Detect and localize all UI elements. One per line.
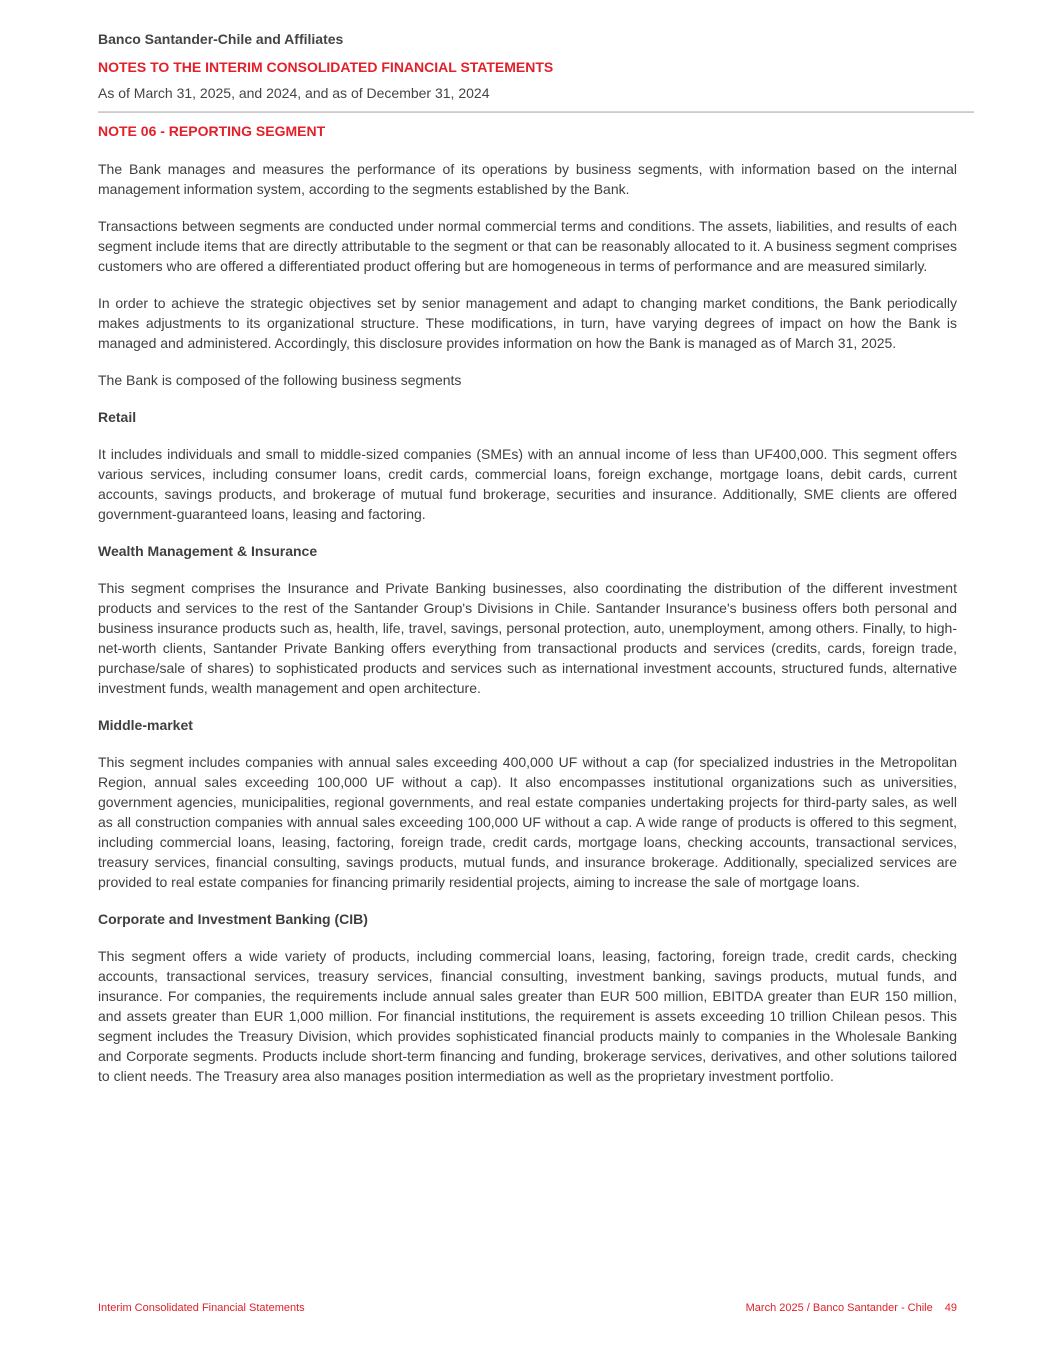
footer-right bbox=[746, 1302, 957, 1314]
segment-text-cib: This segment offers a wide variety of products, including commercial loans, leasing, factoring, foreign trade, credit cards, checking accounts, transactional services, treasury services, financial consulting, investment banking, savings products, mutual funds, and insurance. For companies, the requirements include annual sales greater than EUR 500 million, EBITDA greater than EUR 150 million, and assets greater than EUR 1,000 million. For financial institutions, the requirement is assets exceeding 10 trillion Chilean pesos. This segment includes the Treasury Division, which provides sophisticated financial products mainly to companies in the Wholesale Banking and Corporate segments. Products include short-term financing and funding, brokerage services, derivatives, and other solutions tailored to client needs. The Treasury area also manages position intermediation as well as the proprietary investment portfolio. bbox=[98, 948, 957, 1084]
intro-paragraph: Transactions between segments are conducted under normal commercial terms and conditions. The assets, liabilities, and results of each segment include items that are directly attributable to the segment or that can be reasonably allocated to it. A business segment comprises customers who are offered a differentiated product offering but are homogeneous in terms of performance and are measured similarly. bbox=[98, 218, 957, 274]
segment-text-middle-market: This segment includes companies with annual sales exceeding 400,000 UF without a cap (for specialized industries in the Metropolitan Region, annual sales exceeding 100,000 UF without a cap). It also encompasses institutional organizations such as universities, government agencies, municipalities, regional governments, and real estate companies undertaking projects for third-party sales, as well as all construction companies with annual sales exceeding 100,000 UF without a cap. A wide range of products is offered to this segment, including commercial loans, leasing, factoring, foreign trade, credit cards, mortgage loans, checking accounts, transactional services, treasury services, financial consulting, savings products, mutual funds, and insurance brokerage. Additionally, specialized services are provided to real estate companies for financing primarily residential projects, aiming to increase the sale of mortgage loans. bbox=[98, 754, 957, 890]
segment-text-wealth-management: This segment comprises the Insurance and Private Banking businesses, also coordinating the distribution of the different investment products and services to the rest of the Santander Group's Divisions in Chile. Santander Insurance's business offers both personal and business insurance products such as, health, life, travel, savings, personal protection, auto, unemployment, among others. Finally, to high-net-worth clients, Santander Private Banking offers everything from transactional products and services (credits, cards, foreign trade, purchase/sale of shares) to sophisticated products and services such as international investment accounts, structured funds, alternative investment funds, wealth management and open architecture. bbox=[98, 580, 957, 696]
header-date: As of March 31, 2025, and 2024, and as of December 31, 2024 bbox=[98, 85, 490, 101]
intro-paragraph: In order to achieve the strategic objectives set by senior management and adapt to changing market conditions, the Bank periodically makes adjustments to its organizational structure. These modifications, in turn, have varying degrees of impact on how the Bank is managed and administered. Accordingly, this disclosure provides information on how the Bank is managed as of March 31, 2025. bbox=[98, 295, 957, 351]
header-company: Banco Santander-Chile and Affiliates bbox=[98, 31, 344, 47]
footer-source: March 2025 / Banco Santander - Chile bbox=[745, 1302, 933, 1314]
note-title: NOTE 06 - REPORTING SEGMENT bbox=[98, 123, 326, 139]
segment-text-retail: It includes individuals and small to middle-sized companies (SMEs) with an annual income of less than UF400,000. This segment offers various services, including consumer loans, credit cards, commercial loans, foreign exchange, mortgage loans, debit cards, current accounts, savings products, and brokerage of mutual fund brokerage, securities and insurance. Additionally, SME clients are offered government-guaranteed loans, leasing and factoring. bbox=[98, 446, 957, 522]
segment-heading-cib: Corporate and Investment Banking (CIB) bbox=[98, 911, 368, 927]
intro-paragraph: The Bank manages and measures the performance of its operations by business segments, with information based on the internal management information system, according to the segments established by the Bank. bbox=[98, 161, 957, 197]
page-number: 49 bbox=[944, 1302, 957, 1314]
segment-heading-wealth-management: Wealth Management & Insurance bbox=[98, 543, 318, 559]
header-title: NOTES TO THE INTERIM CONSOLIDATED FINANCIAL STATEMENTS bbox=[98, 59, 554, 75]
note-content bbox=[98, 122, 957, 1103]
segment-heading-middle-market: Middle-market bbox=[98, 717, 193, 733]
segment-heading-retail: Retail bbox=[98, 409, 137, 425]
intro-paragraph: The Bank is composed of the following business segments bbox=[98, 372, 462, 388]
footer-left: Interim Consolidated Financial Statements bbox=[98, 1302, 305, 1314]
header-divider bbox=[98, 111, 974, 113]
